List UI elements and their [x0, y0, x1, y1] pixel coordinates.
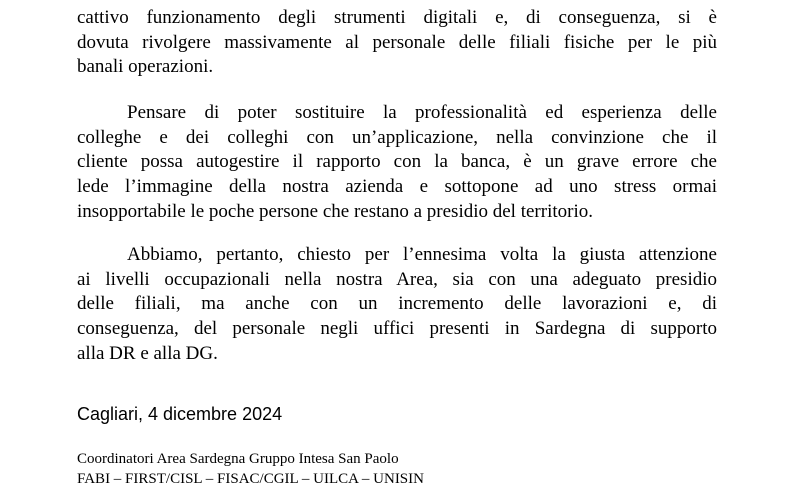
paragraph-3 [77, 243, 717, 367]
paragraph-3-line: alla DR e alla DG. [77, 342, 218, 364]
signature-line: Coordinatori Area Sardegna Gruppo Intesa San Paolo [77, 451, 399, 467]
paragraph-2-line: Pensare di poter sostituire la professionalità ed esperienza delle [127, 102, 717, 123]
paragraph-2-line: cliente possa autogestire il rapporto con la banca, è un grave errore che [77, 151, 717, 173]
paragraph-1-line: banali operazioni. [77, 56, 214, 78]
paragraph-2-line: insopportabile le poche persone che restano a presidio del territorio. [77, 200, 593, 222]
paragraph-2 [77, 101, 717, 225]
paragraph-2-line: colleghe e dei colleghi con un’applicazione, nella convinzione che il [77, 126, 717, 148]
signature-block [77, 449, 424, 489]
paragraph-3-line: delle filiali, ma anche con un incremento delle lavorazioni e, di [77, 293, 717, 315]
date-line: Cagliari, 4 dicembre 2024 [77, 404, 283, 424]
paragraph-3-line: conseguenza, del personale negli uffici presenti in Sardegna di supporto [77, 318, 717, 340]
paragraph-1-line: dovuta rivolgere massivamente al personale delle filiali fisiche per le più [77, 31, 717, 53]
paragraph-3-line: ai livelli occupazionali nella nostra Area, sia con una adeguato presidio [77, 268, 717, 290]
signature-line: FABI – FIRST/CISL – FISAC/CGIL – UILCA – UNISIN [77, 471, 424, 487]
paragraph-1 [77, 6, 717, 80]
paragraph-1-line: cattivo funzionamento degli strumenti digitali e, di conseguenza, si è [77, 7, 717, 28]
paragraph-2-line: lede l’immagine della nostra azienda e sottopone ad uno stress ormai [77, 176, 717, 198]
paragraph-3-line: Abbiamo, pertanto, chiesto per l’ennesima volta la giusta attenzione [127, 244, 717, 265]
